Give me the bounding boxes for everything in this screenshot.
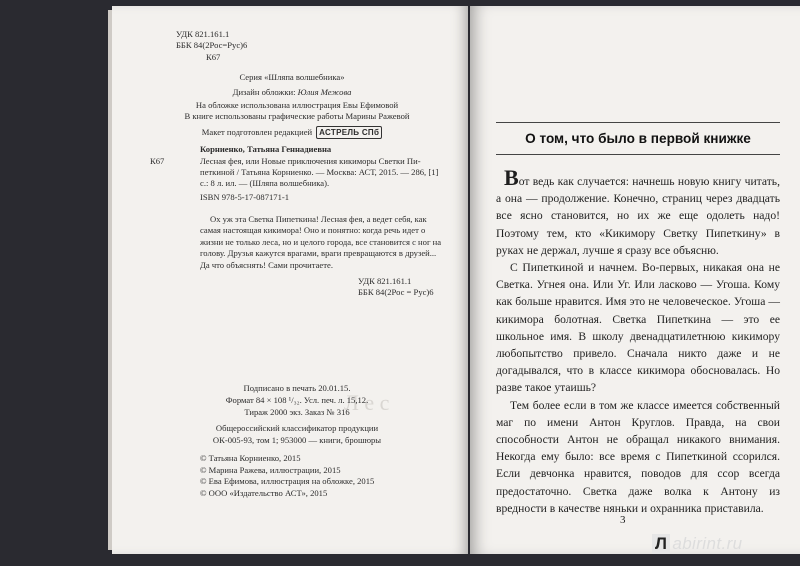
layout-line: Макет подготовлен редакцией АСТРЕЛЬ СПб: [152, 126, 432, 139]
cover-design-line: Дизайн обложки: Юлия Межова: [232, 87, 352, 97]
udk-bottom: УДК 821.161.1: [358, 276, 412, 286]
bbk-bottom: ББК 84(2Рос = Рус)6: [358, 287, 434, 297]
print-run: Тираж 2000 экз. Заказ № 316: [244, 407, 350, 417]
series-line: Серия «Шляпа волшебника»: [239, 72, 345, 82]
chapter-top-rule: [496, 122, 780, 123]
chapter-bottom-rule: [496, 154, 780, 155]
graphic-works-line: В книге использованы графические работы Марины Ражевой: [184, 111, 410, 121]
bbk-top: ББК 84(2Рос=Рус)6: [176, 40, 248, 50]
page-number: 3: [620, 514, 626, 526]
k67-top: К67: [206, 52, 221, 62]
udk-top: УДК 821.161.1: [176, 29, 230, 39]
astrel-logo: АСТРЕЛЬ СПб: [316, 126, 382, 139]
copyright-block: © Татьяна Корниенко, 2015 © Марина Ражева, иллюстрации, 2015 © Ева Ефимова, иллюстрация на обложке, 2015 © ООО «Издательство АСТ», 2015: [200, 453, 375, 498]
body-text: Вот ведь как случается: начнешь новую книгу читать, а она — продолжение. Конечно, страниц через двадцать все ясно становится, но их же еще одолеть надо! Поэтому тем, кто «Кикимору Светку Пипеткину» в руках не держал, лучше я сразу все объясню. С Пипеткиной и начнем. Во-первых, никакая она не Светка. Угнея она. Или Уг. Или ласково — Угоша. Кому как больше нравится. Имя это не человеческое. Угоша — кикимора болотная. Светка Пипеткина — это ее школьное имя. В школу двенадцатилетнюю кикимору любопытство привело. Сначала никто даже и не догадывался, что в классе кикимора обосновалась. Но разве такое утаишь? Тем более если в том же классе имеется собственный маг по имени Антон Круглов. Правда, на свои способности Антон не обращал никакого внимания. Некогда ему было: все время с Пипеткиной ссорился. Если девчонка нравится, поводов для ссор всегда предостаточно. Светка даже волка к Антону из вредности в качестве няньки и охранника приставила.: [496, 165, 780, 515]
right-page: [470, 6, 800, 554]
k67-mid: К67: [150, 156, 165, 166]
author-heading: Корниенко, Татьяна Геннадиевна: [200, 144, 332, 154]
bib-description: Лесная фея, или Новые приключения кикиморы Светки Пи- петкиной / Татьяна Корниенко. — Москва: АСТ, 2015. — 286, [1] с.: 8 л. ил. — (Шляпа волшебника).: [200, 156, 439, 188]
cover-illustration-line: На обложке использована иллюстрация Евы Ефимовой: [195, 100, 399, 110]
signed-to-print: Подписано в печать 20.01.15.: [243, 383, 351, 393]
ghost-letters: Л е с: [344, 390, 390, 415]
left-page: [112, 6, 468, 554]
site-watermark: Л abirint.ru: [652, 534, 742, 554]
isbn: ISBN 978-5-17-087171-1: [200, 192, 290, 202]
classifier-line2: ОК-005-93, том 1; 953000 — книги, брошюры: [212, 435, 382, 445]
chapter-title: О том, что было в первой книжке: [525, 131, 751, 146]
format-line: Формат 84 × 108 ¹/₃₂. Усл. печ. л. 15,12.: [225, 395, 369, 405]
annotation: Ох уж эта Светка Пипеткина! Лесная фея, а ведет себя, как самая настоящая кикимора! Оно и понятно: когда речь идет о жизни не только леса, но и целого города, все становится с ног на голову. Друзья кажутся врагами, враги превращаются в друзей... Да что объяснять! Сами прочитаете.: [200, 214, 442, 270]
classifier-line1: Общероссийский классификатор продукции: [215, 423, 379, 433]
drop-cap: В: [504, 165, 519, 190]
